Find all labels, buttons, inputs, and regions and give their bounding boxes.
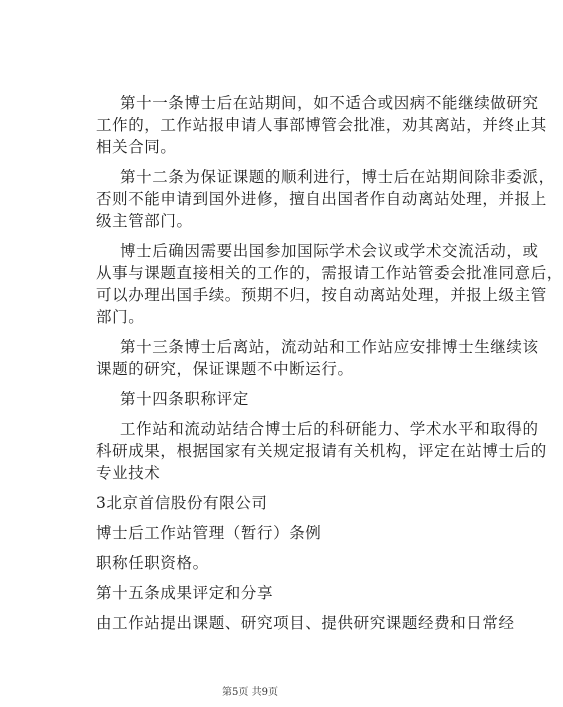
text-line: 第十三条博士后离站，流动站和工作站应安排博士生继续该	[120, 338, 539, 356]
text-line: 否则不能申请到国外进修，擅自出国者作自动离站处理，并报上	[96, 190, 547, 208]
text-line: 工作的，工作站报申请人事部博管会批准，劝其离站，并终止其	[96, 116, 547, 134]
paragraph-regulation-title	[96, 522, 456, 544]
paragraph-article-14-heading	[96, 388, 456, 410]
text-line: 3北京首信股份有限公司	[96, 494, 268, 512]
paragraph-article-15-heading	[96, 582, 456, 604]
paragraph-article-12	[96, 166, 555, 232]
text-line: 第十四条职称评定	[120, 390, 249, 408]
text-line: 工作站和流动站结合博士后的科研能力、学术水平和取得的	[120, 420, 539, 438]
page-footer	[0, 683, 500, 698]
text-line: 从事与课题直接相关的工作的，需报请工作站管委会批准同意后，	[96, 264, 563, 282]
text-line: 第十二条为保证课题的顺利进行，博士后在站期间除非委派，	[120, 168, 555, 186]
text-line: 第十五条成果评定和分享	[96, 584, 274, 602]
text-line: 级主管部门。	[96, 212, 193, 230]
paragraph-results-sharing	[96, 612, 515, 634]
page-number: 第5页 共9页	[222, 687, 278, 698]
text-line: 博士后工作站管理（暂行）条例	[96, 524, 322, 542]
document-body	[96, 92, 563, 634]
paragraph-qualification	[96, 552, 456, 574]
text-line: 博士后确因需要出国参加国际学术会议或学术交流活动，或	[120, 242, 539, 260]
paragraph-title-evaluation	[96, 418, 547, 484]
paragraph-article-13	[96, 336, 539, 380]
paragraph-company-name	[96, 492, 456, 514]
text-line: 第十一条博士后在站期间，如不适合或因病不能继续做研究	[120, 94, 539, 112]
text-line: 课题的研究，保证课题不中断运行。	[96, 360, 354, 378]
text-line: 专业技术	[96, 464, 161, 482]
text-line: 可以办理出国手续。预期不归，按自动离站处理，并报上级主管	[96, 286, 547, 304]
paragraph-article-11	[96, 92, 547, 158]
paragraph-overseas-travel	[96, 240, 563, 328]
text-line: 职称任职资格。	[96, 554, 209, 572]
text-line: 由工作站提出课题、研究项目、提供研究课题经费和日常经	[96, 614, 515, 632]
text-line: 部门。	[96, 308, 145, 326]
text-line: 科研成果，根据国家有关规定报请有关机构，评定在站博士后的	[96, 442, 547, 460]
text-line: 相关合同。	[96, 138, 177, 156]
